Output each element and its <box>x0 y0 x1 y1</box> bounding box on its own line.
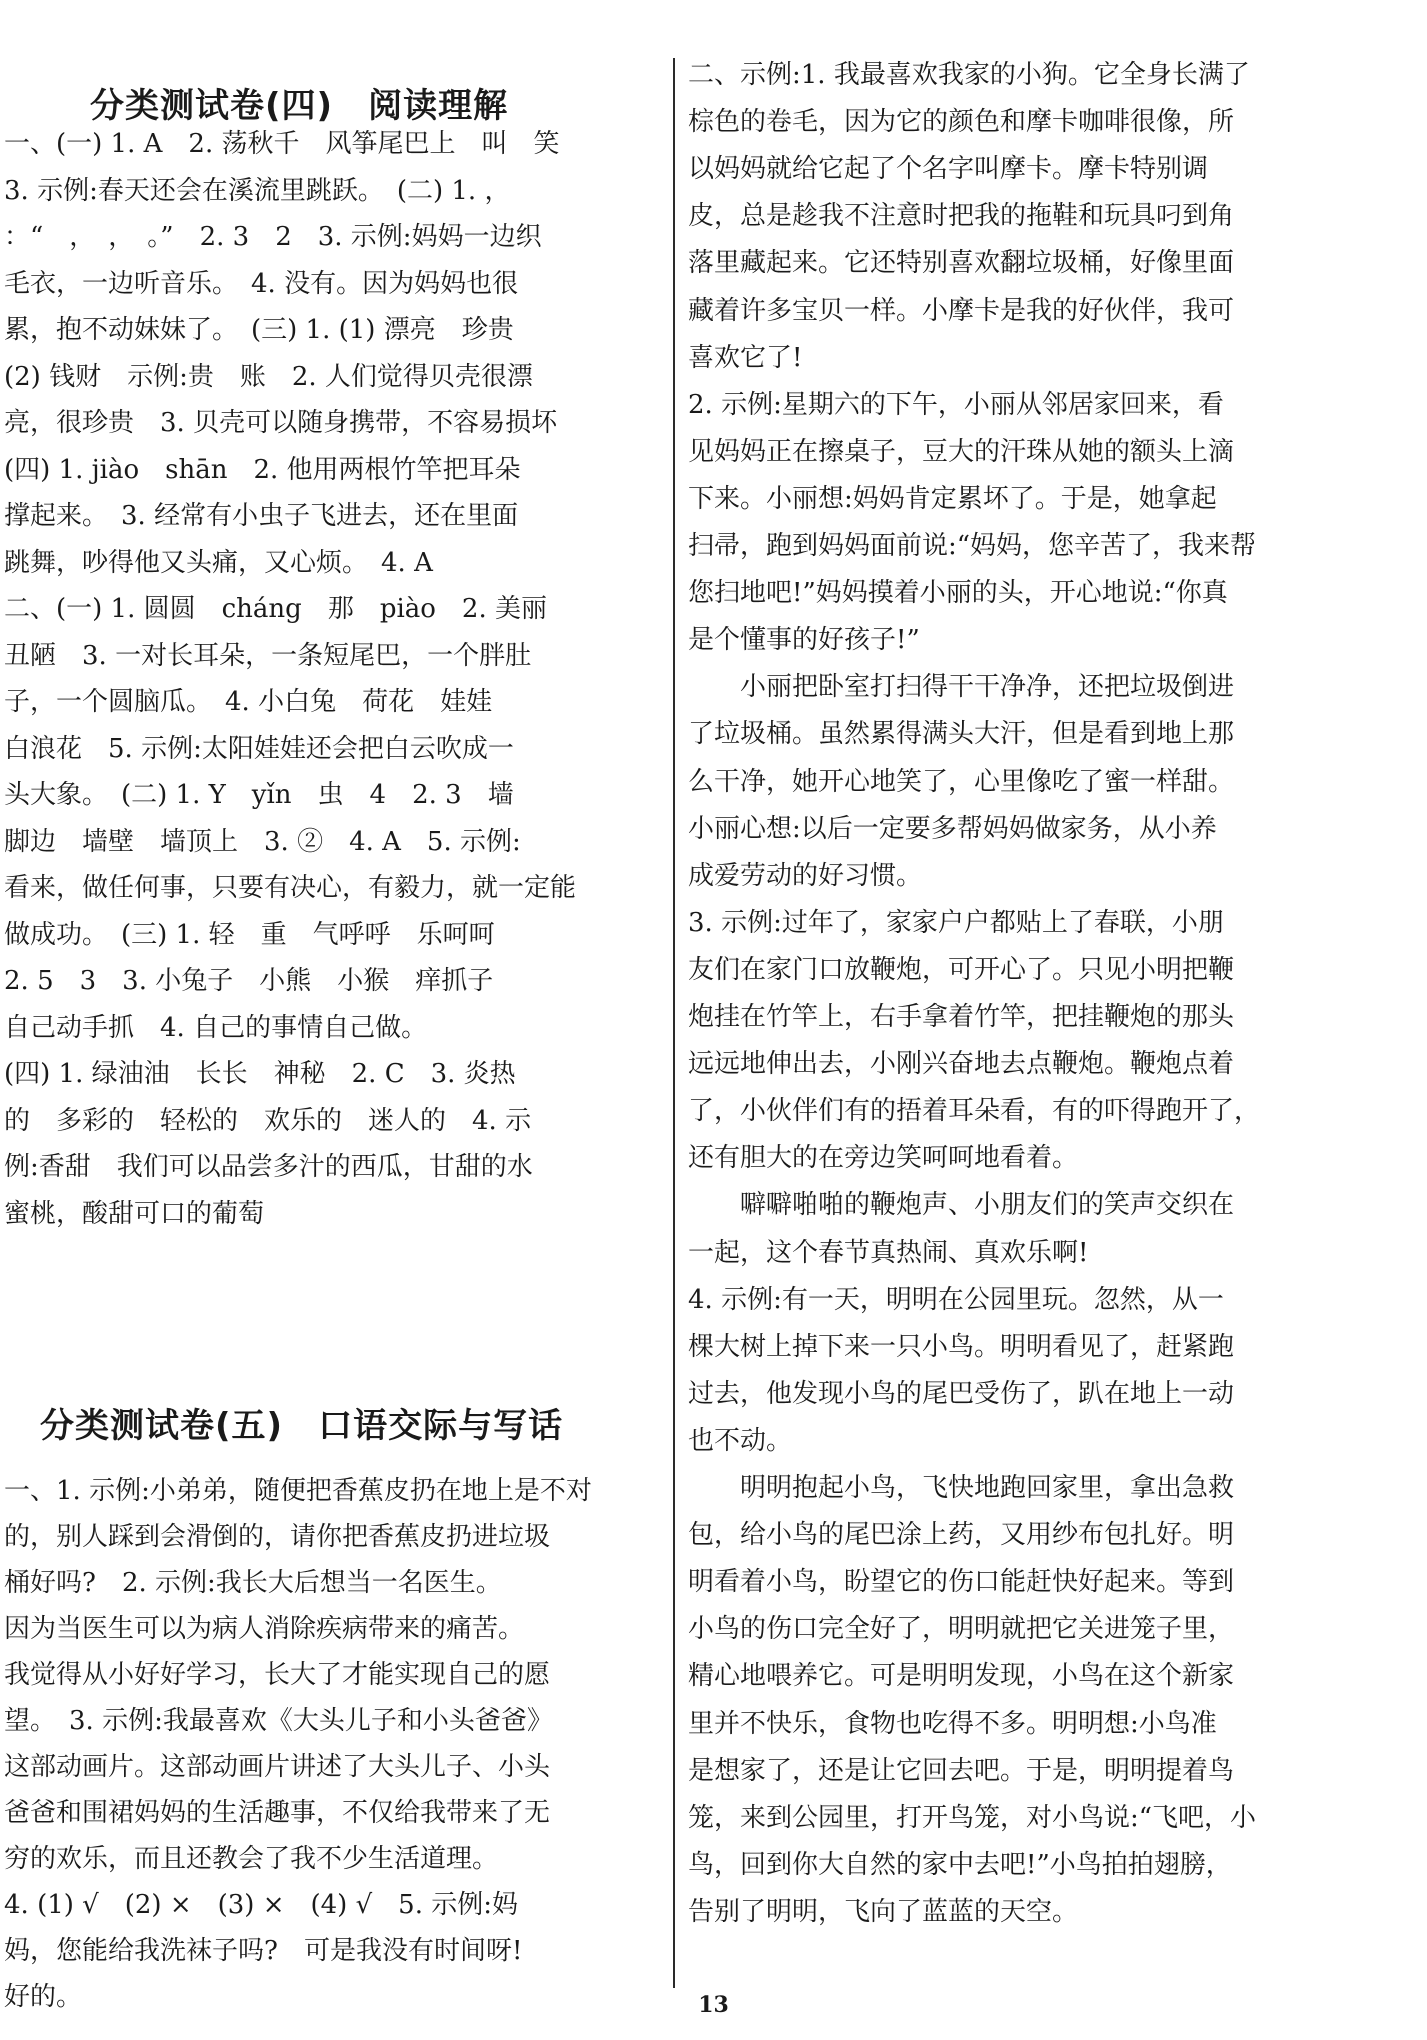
text-line: 见妈妈正在擦桌子，豆大的汗珠从她的额头上滴 <box>688 436 1235 467</box>
text-line: 藏着许多宝贝一样。小摩卡是我的好伙伴，我可 <box>688 295 1235 326</box>
text-line: 累，抱不动妹妹了。 (三) 1. (1) 漂亮 珍贵 <box>4 315 514 345</box>
text-line: 的 多彩的 轻松的 欢乐的 迷人的 4. 示 <box>4 1105 532 1136</box>
text-line: 告别了明明，飞向了蓝蓝的天空。 <box>688 1896 1079 1927</box>
text-line: 跳舞，吵得他又头痛，又心烦。 4. A <box>4 547 433 578</box>
text-line: 喜欢它了! <box>688 342 803 373</box>
text-line: 一、1. 示例:小弟弟，随便把香蕉皮扔在地上是不对 <box>4 1476 592 1506</box>
text-line: 好的。 <box>4 1982 83 2012</box>
text-line: 成爱劳动的好习惯。 <box>688 860 923 891</box>
text-line: 2. 5 3 3. 小兔子 小熊 小猴 痒抓子 <box>4 966 494 996</box>
text-line: 了垃圾桶。虽然累得满头大汗，但是看到地上那 <box>688 719 1235 750</box>
section-heading-writing: 分类测试卷(五) 口语交际与写话 <box>40 1406 564 1446</box>
text-line: 了，小伙伴们有的捂着耳朵看，有的吓得跑开了， <box>688 1096 1261 1127</box>
text-line: 鸟，回到你大自然的家中去吧!”小鸟拍拍翅膀， <box>688 1849 1232 1880</box>
text-line: 例:香甜 我们可以品尝多汁的西瓜，甘甜的水 <box>4 1152 533 1182</box>
text-line: 桶好吗? 2. 示例:我长大后想当一名医生。 <box>4 1568 502 1598</box>
text-line: 二、(一) 1. 圆圆 cháng 那 piào 2. 美丽 <box>4 594 548 624</box>
text-line: 包，给小鸟的尾巴涂上药，又用纱布包扎好。明 <box>688 1520 1235 1551</box>
text-line: 过去，他发现小鸟的尾巴受伤了，趴在地上一动 <box>688 1378 1235 1409</box>
section-heading-reading: 分类测试卷(四) 阅读理解 <box>90 86 509 126</box>
text-line: 笼，来到公园里，打开鸟笼，对小鸟说:“飞吧，小 <box>688 1802 1257 1833</box>
text-line: 噼噼啪啪的鞭炮声、小朋友们的笑声交织在 <box>688 1190 1235 1221</box>
column-divider <box>673 58 675 1988</box>
page-number: 13 <box>698 1992 729 2018</box>
text-line: 这部动画片。这部动画片讲述了大头儿子、小头 <box>4 1752 551 1782</box>
text-line: 小鸟的伤口完全好了，明明就把它关进笼子里， <box>688 1614 1235 1645</box>
text-line: 下来。小丽想:妈妈肯定累坏了。于是，她拿起 <box>688 483 1217 514</box>
text-line: 棵大树上掉下来一只小鸟。明明看见了，赶紧跑 <box>688 1331 1235 1362</box>
text-line: 是想家了，还是让它回去吧。于是，明明提着鸟 <box>688 1755 1235 1786</box>
text-line: 因为当医生可以为病人消除疾病带来的痛苦。 <box>4 1614 525 1644</box>
text-line: 二、示例:1. 我最喜欢我家的小狗。它全身长满了 <box>688 60 1250 90</box>
text-line: 亮，很珍贵 3. 贝壳可以随身携带，不容易损坏 <box>4 408 558 438</box>
text-line: 棕色的卷毛，因为它的颜色和摩卡咖啡很像，所 <box>688 107 1235 138</box>
text-line: 精心地喂养它。可是明明发现，小鸟在这个新家 <box>688 1661 1235 1692</box>
text-line: 是个懂事的好孩子!” <box>688 625 920 656</box>
text-line: 自己动手抓 4. 自己的事情自己做。 <box>4 1012 428 1043</box>
text-line: 蜜桃，酸甜可口的葡萄 <box>4 1198 265 1229</box>
text-line: 我觉得从小好好学习，长大了才能实现自己的愿 <box>4 1660 551 1690</box>
text-line: ：“ ， ， 。” 2. 3 2 3. 示例:妈妈一边织 <box>4 222 542 252</box>
text-line: 扫帚，跑到妈妈面前说:“妈妈，您辛苦了，我来帮 <box>688 531 1257 561</box>
text-line: 您扫地吧!”妈妈摸着小丽的头，开心地说:“你真 <box>688 578 1228 609</box>
text-line: 白浪花 5. 示例:太阳娃娃还会把白云吹成一 <box>4 733 514 764</box>
text-line: 落里藏起来。它还特别喜欢翻垃圾桶，好像里面 <box>688 248 1235 279</box>
text-line: 3. 示例:过年了，家家户户都贴上了春联，小朋 <box>688 907 1224 938</box>
text-line: 撑起来。 3. 经常有小虫子飞进去，还在里面 <box>4 501 519 531</box>
text-line: 小丽把卧室打扫得干干净净，还把垃圾倒进 <box>688 672 1235 703</box>
text-line: 头大象。 (二) 1. Y yǐn 虫 4 2. 3 墙 <box>4 780 514 810</box>
text-line: 看来，做任何事，只要有决心，有毅力，就一定能 <box>4 873 577 903</box>
text-line: 也不动。 <box>688 1425 793 1456</box>
text-line: 2. 示例:星期六的下午，小丽从邻居家回来，看 <box>688 389 1224 420</box>
text-line: 4. 示例:有一天，明明在公园里玩。忽然，从一 <box>688 1284 1224 1315</box>
text-line: 还有胆大的在旁边笑呵呵地看着。 <box>688 1143 1079 1174</box>
text-line: 穷的欢乐，而且还教会了我不少生活道理。 <box>4 1844 499 1874</box>
text-line: (四) 1. 绿油油 长长 神秘 2. C 3. 炎热 <box>4 1059 516 1089</box>
text-line: 妈，您能给我洗袜子吗? 可是我没有时间呀! <box>4 1936 523 1966</box>
text-line: 明看着小鸟，盼望它的伤口能赶快好起来。等到 <box>688 1567 1235 1598</box>
text-line: 炮挂在竹竿上，右手拿着竹竿，把挂鞭炮的那头 <box>688 1002 1235 1032</box>
text-line: 一起，这个春节真热闹、真欢乐啊! <box>688 1237 1089 1268</box>
text-line: 脚边 墙壁 墙顶上 3. ② 4. A 5. 示例: <box>4 826 521 857</box>
text-line: 丑陋 3. 一对长耳朵，一条短尾巴，一个胖肚 <box>4 640 532 671</box>
text-line: 友们在家门口放鞭炮，可开心了。只见小明把鞭 <box>688 954 1235 985</box>
text-line: 一、(一) 1. A 2. 荡秋千 风筝尾巴上 叫 笑 <box>4 129 560 159</box>
text-line: 望。 3. 示例:我最喜欢《大头儿子和小头爸爸》 <box>4 1706 553 1736</box>
text-line: (2) 钱财 示例:贵 账 2. 人们觉得贝壳很漂 <box>4 361 533 392</box>
text-line: 毛衣，一边听音乐。 4. 没有。因为妈妈也很 <box>4 268 519 299</box>
text-line: 远远地伸出去，小刚兴奋地去点鞭炮。鞭炮点着 <box>688 1049 1235 1080</box>
text-line: 子，一个圆脑瓜。 4. 小白兔 荷花 娃娃 <box>4 687 493 717</box>
text-line: (四) 1. jiào shān 2. 他用两根竹竿把耳朵 <box>4 454 521 485</box>
text-line: 做成功。 (三) 1. 轻 重 气呼呼 乐呵呵 <box>4 919 495 950</box>
text-line: 的，别人踩到会滑倒的，请你把香蕉皮扔进垃圾 <box>4 1522 551 1552</box>
text-line: 爸爸和围裙妈妈的生活趣事，不仅给我带来了无 <box>4 1798 551 1828</box>
text-line: 3. 示例:春天还会在溪流里跳跃。 (二) 1. ， <box>4 175 511 206</box>
text-line: 小丽心想:以后一定要多帮妈妈做家务，从小养 <box>688 813 1217 844</box>
text-line: 明明抱起小鸟，飞快地跑回家里，拿出急救 <box>688 1473 1235 1503</box>
text-line: 里并不快乐，食物也吃得不多。明明想:小鸟准 <box>688 1708 1217 1739</box>
text-line: 以妈妈就给它起了个名字叫摩卡。摩卡特别调 <box>688 154 1209 185</box>
text-line: 么干净，她开心地笑了，心里像吃了蜜一样甜。 <box>688 766 1235 797</box>
text-line: 4. (1) √ (2) × (3) × (4) √ 5. 示例:妈 <box>4 1890 518 1920</box>
text-line: 皮，总是趁我不注意时把我的拖鞋和玩具叼到角 <box>688 201 1235 232</box>
